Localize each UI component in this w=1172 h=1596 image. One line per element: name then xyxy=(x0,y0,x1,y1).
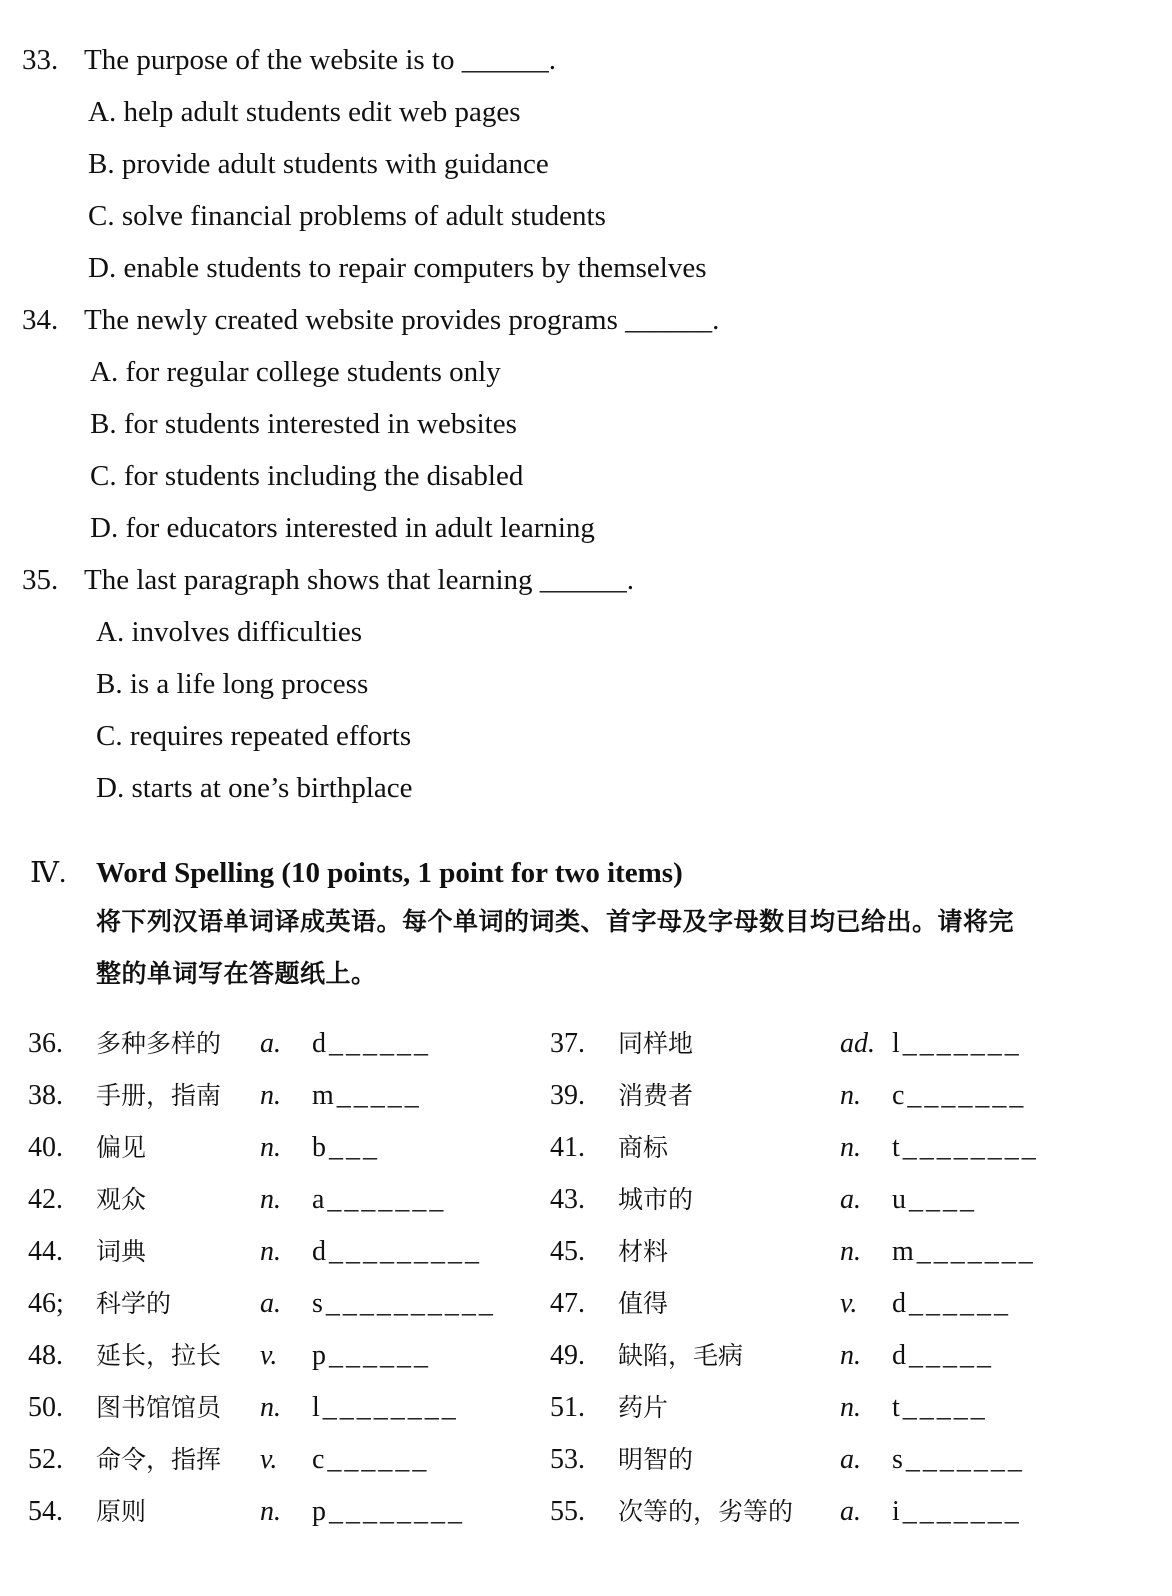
part-of-speech: n. xyxy=(260,1184,281,1215)
word-item xyxy=(28,1232,482,1268)
word-item xyxy=(28,1076,422,1112)
word-item xyxy=(28,1284,496,1320)
answer-option: C. requires repeated efforts xyxy=(96,720,412,752)
chinese-word: 延长，拉长 xyxy=(96,1341,222,1370)
word-item xyxy=(550,1284,1011,1320)
question-stem xyxy=(22,44,556,77)
word-item xyxy=(550,1024,1022,1060)
section-instructions: 整的单词写在答题纸上。 xyxy=(96,959,377,988)
item-number: 39. xyxy=(550,1080,585,1111)
word-item xyxy=(550,1388,988,1424)
answer-option: A. for regular college students only xyxy=(90,356,501,388)
chinese-word: 图书馆馆员 xyxy=(96,1393,222,1422)
item-number: 44. xyxy=(28,1236,63,1267)
question-number: 34. xyxy=(22,304,59,336)
item-number: 52. xyxy=(28,1444,63,1475)
part-of-speech: n. xyxy=(840,1132,861,1163)
word-item xyxy=(550,1492,1022,1528)
answer-option: C. for students including the disabled xyxy=(90,460,524,492)
chinese-word: 商标 xyxy=(618,1133,669,1162)
answer-blank: c______ xyxy=(312,1444,430,1475)
answer-blank: t________ xyxy=(892,1132,1039,1163)
answer-blank: s__________ xyxy=(312,1288,496,1319)
answer-option: B. for students interested in websites xyxy=(90,408,517,440)
item-number: 40. xyxy=(28,1132,63,1163)
question-text: The newly created website provides programs ______. xyxy=(84,304,720,336)
answer-blank: d_____ xyxy=(892,1340,994,1371)
chinese-word: 药片 xyxy=(618,1393,669,1422)
word-item xyxy=(28,1440,429,1476)
item-number: 53. xyxy=(550,1444,585,1475)
word-item xyxy=(550,1076,1026,1112)
chinese-word: 城市的 xyxy=(618,1185,694,1214)
answer-blank: s_______ xyxy=(892,1444,1025,1475)
part-of-speech: v. xyxy=(260,1340,278,1371)
item-number: 55. xyxy=(550,1496,585,1527)
answer-blank: m_______ xyxy=(892,1236,1036,1267)
part-of-speech: a. xyxy=(840,1444,861,1475)
word-item xyxy=(550,1180,977,1216)
item-number: 47. xyxy=(550,1288,585,1319)
question-stem xyxy=(22,304,719,337)
part-of-speech: n. xyxy=(260,1236,281,1267)
word-item xyxy=(550,1440,1025,1476)
answer-blank: p________ xyxy=(312,1496,465,1527)
question-text: The purpose of the website is to ______. xyxy=(84,44,556,76)
word-item xyxy=(550,1232,1036,1268)
item-number: 38. xyxy=(28,1080,63,1111)
chinese-word: 命令，指挥 xyxy=(96,1445,222,1474)
part-of-speech: ad. xyxy=(840,1028,875,1059)
chinese-word: 消费者 xyxy=(618,1081,694,1110)
item-number: 54. xyxy=(28,1496,63,1527)
answer-option: D. starts at one’s birthplace xyxy=(96,772,413,804)
question-number: 33. xyxy=(22,44,59,76)
word-item xyxy=(28,1180,446,1216)
section-instructions: 将下列汉语单词译成英语。每个单词的词类、首字母及字母数目均已给出。请将完 xyxy=(96,907,1015,936)
chinese-word: 材料 xyxy=(618,1237,669,1266)
chinese-word: 值得 xyxy=(618,1289,669,1318)
answer-option: D. enable students to repair computers by themselves xyxy=(88,252,707,284)
part-of-speech: a. xyxy=(260,1028,281,1059)
answer-blank: d______ xyxy=(312,1028,431,1059)
section-number: Ⅳ. xyxy=(30,857,67,889)
item-number: 50. xyxy=(28,1392,63,1423)
part-of-speech: n. xyxy=(840,1340,861,1371)
item-number: 45. xyxy=(550,1236,585,1267)
question-number: 35. xyxy=(22,564,59,596)
chinese-word: 原则 xyxy=(96,1497,147,1526)
chinese-word: 明智的 xyxy=(618,1445,694,1474)
answer-blank: m_____ xyxy=(312,1080,422,1111)
answer-blank: c_______ xyxy=(892,1080,1027,1111)
word-item xyxy=(28,1128,380,1164)
item-number: 42. xyxy=(28,1184,63,1215)
part-of-speech: a. xyxy=(840,1496,861,1527)
item-number: 48. xyxy=(28,1340,63,1371)
part-of-speech: a. xyxy=(840,1184,861,1215)
answer-blank: b___ xyxy=(312,1132,380,1163)
answer-blank: t_____ xyxy=(892,1392,988,1423)
answer-blank: l________ xyxy=(312,1392,459,1423)
word-item xyxy=(28,1492,465,1528)
word-item xyxy=(550,1336,994,1372)
chinese-word: 科学的 xyxy=(96,1289,172,1318)
chinese-word: 次等的，劣等的 xyxy=(618,1497,794,1526)
part-of-speech: v. xyxy=(840,1288,858,1319)
question-stem xyxy=(22,564,634,597)
item-number: 49. xyxy=(550,1340,585,1371)
part-of-speech: n. xyxy=(260,1132,281,1163)
item-number: 51. xyxy=(550,1392,585,1423)
part-of-speech: n. xyxy=(260,1080,281,1111)
word-item xyxy=(28,1024,431,1060)
answer-blank: u____ xyxy=(892,1184,977,1215)
answer-option: B. is a life long process xyxy=(96,668,369,700)
answer-blank: i_______ xyxy=(892,1496,1022,1527)
answer-blank: d_________ xyxy=(312,1236,482,1267)
part-of-speech: n. xyxy=(840,1392,861,1423)
word-item xyxy=(550,1128,1039,1164)
part-of-speech: n. xyxy=(260,1392,281,1423)
item-number: 37. xyxy=(550,1028,585,1059)
chinese-word: 偏见 xyxy=(96,1133,147,1162)
item-number: 41. xyxy=(550,1132,585,1163)
chinese-word: 多种多样的 xyxy=(96,1029,222,1058)
answer-blank: p______ xyxy=(312,1340,431,1371)
part-of-speech: a. xyxy=(260,1288,281,1319)
word-item xyxy=(28,1388,459,1424)
answer-option: D. for educators interested in adult learning xyxy=(90,512,595,544)
part-of-speech: n. xyxy=(840,1236,861,1267)
answer-option: B. provide adult students with guidance xyxy=(88,148,549,180)
section-title: Word Spelling (10 points, 1 point for two items) xyxy=(96,857,683,889)
answer-option: A. help adult students edit web pages xyxy=(88,96,521,128)
question-text: The last paragraph shows that learning ______. xyxy=(84,564,635,596)
answer-option: C. solve financial problems of adult students xyxy=(88,200,606,232)
part-of-speech: n. xyxy=(840,1080,861,1111)
word-item xyxy=(28,1336,431,1372)
answer-blank: l_______ xyxy=(892,1028,1022,1059)
chinese-word: 词典 xyxy=(96,1237,147,1266)
answer-option: A. involves difficulties xyxy=(96,616,363,648)
chinese-word: 观众 xyxy=(96,1185,147,1214)
part-of-speech: n. xyxy=(260,1496,281,1527)
item-number: 43. xyxy=(550,1184,585,1215)
section-heading xyxy=(30,855,683,890)
chinese-word: 同样地 xyxy=(618,1029,694,1058)
item-number: 46; xyxy=(28,1288,64,1319)
answer-blank: a_______ xyxy=(312,1184,447,1215)
chinese-word: 手册，指南 xyxy=(96,1081,222,1110)
answer-blank: d______ xyxy=(892,1288,1011,1319)
chinese-word: 缺陷，毛病 xyxy=(618,1341,744,1370)
part-of-speech: v. xyxy=(260,1444,278,1475)
item-number: 36. xyxy=(28,1028,63,1059)
